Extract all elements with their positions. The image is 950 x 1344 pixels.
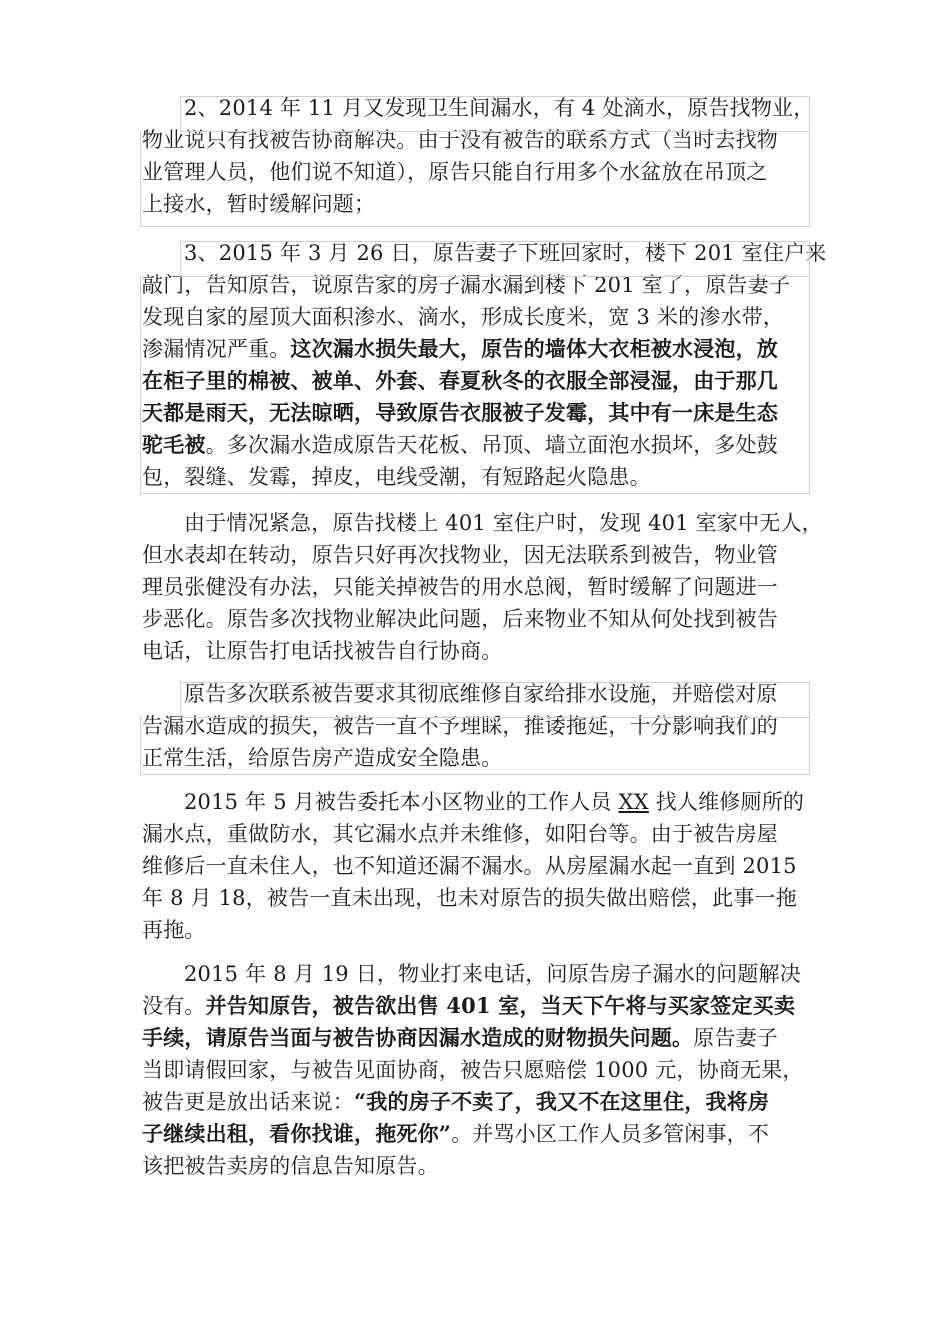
paragraph-line — [142, 1086, 822, 1118]
paragraph-line — [142, 269, 822, 301]
text-run: 2015 年 8 月 19 日，物业打来电话，问原告房子漏水的问题解决 — [184, 962, 801, 986]
paragraph-line — [142, 914, 822, 946]
text-run: 年 8 月 18，被告一直未出现，也未对原告的损失做出赔偿，此事一拖 — [142, 886, 797, 910]
bold-text-run: 在柜子里的棉被、被单、外套、春夏秋冬的衣服全部浸湿，由于那几 — [142, 368, 778, 393]
bold-text-run: 手续，请原告当面与被告协商因漏水造成的财物损失问题。 — [142, 1025, 694, 1050]
text-run: 包，裂缝、发霉，掉皮，电线受潮，有短路起火隐患。 — [142, 465, 651, 489]
paragraph-line — [142, 818, 822, 850]
text-run: 。多次漏水造成原告天花板、吊顶、墙立面泡水损坏，多处鼓 — [205, 433, 779, 457]
paragraph-line — [142, 786, 822, 818]
paragraph-line — [142, 507, 822, 539]
paragraph-line — [142, 990, 822, 1022]
text-run: 3、2015 年 3 月 26 日，原告妻子下班回家时，楼下 201 室住户来 — [184, 241, 827, 265]
paragraph-line — [142, 188, 822, 220]
text-run: 告漏水造成的损失，被告一直不予理睬，推诿拖延，十分影响我们的 — [142, 714, 778, 738]
paragraph-line — [142, 635, 822, 667]
text-run: 渗漏情况严重。 — [142, 337, 291, 361]
text-run: 该把被告卖房的信息告知原告。 — [142, 1154, 439, 1178]
paragraph-line — [142, 742, 822, 774]
paragraph-line — [142, 1054, 822, 1086]
paragraph-line — [142, 301, 822, 333]
bold-text-run: 这次漏水损失最大，原告的墙体大衣柜被水浸泡，放 — [290, 336, 779, 361]
text-run: 业管理人员，他们说不知道），原告只能自行用多个水盆放在吊顶之 — [142, 160, 768, 184]
paragraph-1 — [142, 92, 822, 220]
paragraph-2 — [142, 237, 827, 493]
paragraph-line — [142, 461, 822, 493]
bold-text-run: 驼毛被 — [142, 432, 206, 457]
paragraph-line — [142, 571, 822, 603]
text-run: 2、2014 年 11 月又发现卫生间漏水，有 4 处滴水，原告找物业， — [184, 96, 815, 120]
underlined-text-run: XX — [618, 790, 649, 814]
text-run: 维修后一直未住人，也不知道还漏不漏水。从房屋漏水起一直到 2015 — [142, 854, 797, 878]
paragraph-3 — [142, 507, 822, 667]
paragraph-line — [142, 539, 822, 571]
paragraph-line — [142, 92, 822, 124]
text-run: 敲门，告知原告，说原告家的房子漏水漏到楼下 201 室了，原告妻子 — [142, 273, 791, 297]
paragraph-5 — [142, 786, 822, 946]
text-run: 被告更是放出话来说： — [142, 1090, 354, 1114]
paragraph-line — [142, 429, 822, 461]
text-run: 没有。 — [142, 994, 206, 1018]
paragraph-line — [142, 365, 822, 397]
paragraph-line — [142, 850, 822, 882]
paragraph-line — [142, 882, 822, 914]
text-run: 原告多次联系被告要求其彻底维修自家给排水设施，并赔偿对原 — [184, 682, 778, 706]
text-run: 但水表却在转动，原告只好再次找物业，因无法联系到被告，物业管 — [142, 543, 778, 567]
paragraph-line — [142, 958, 822, 990]
bold-text-run: 并告知原告，被告欲出售 401 室，当天下午将与买家签定买卖 — [205, 993, 796, 1018]
bold-text-run: 子继续出租，看你找谁，拖死你” — [142, 1121, 452, 1146]
paragraph-line — [142, 333, 822, 365]
paragraph-line — [142, 1150, 822, 1182]
bold-text-run: 天都是雨天，无法晾晒，导致原告衣服被子发霉，其中有一床是生态 — [142, 400, 778, 425]
paragraph-line — [142, 237, 827, 269]
paragraph-line — [142, 1118, 822, 1150]
text-run: 2015 年 5 月被告委托本小区物业的工作人员 — [184, 790, 619, 814]
paragraph-line — [142, 678, 822, 710]
text-run: 步恶化。原告多次找物业解决此问题，后来物业不知从何处找到被告 — [142, 607, 778, 631]
paragraph-line — [142, 156, 822, 188]
paragraph-line — [142, 397, 822, 429]
paragraph-6 — [142, 958, 822, 1182]
text-run: 发现自家的屋顶大面积渗水、滴水，形成长度米，宽 3 米的渗水带， — [142, 305, 785, 329]
text-run: 由于情况紧急，原告找楼上 401 室住户时，发现 401 室家中无人， — [184, 511, 823, 535]
text-run: 上接水，暂时缓解问题； — [142, 192, 376, 216]
text-run: 当即请假回家，与被告见面协商，被告只愿赔偿 1000 元，协商无果， — [142, 1058, 804, 1082]
text-run: 理员张健没有办法，只能关掉被告的用水总阀，暂时缓解了问题进一 — [142, 575, 778, 599]
text-run: 再拖。 — [142, 918, 206, 942]
text-run: 正常生活，给原告房产造成安全隐患。 — [142, 746, 503, 770]
text-run: 。并骂小区工作人员多管闲事，不 — [451, 1122, 770, 1146]
bold-text-run: “我的房子不卖了，我又不在这里住，我将房 — [354, 1089, 770, 1114]
text-run: 电话，让原告打电话找被告自行协商。 — [142, 639, 503, 663]
text-run: 漏水点，重做防水，其它漏水点并未维修，如阳台等。由于被告房屋 — [142, 822, 778, 846]
paragraph-line — [142, 710, 822, 742]
text-run: 原告妻子 — [693, 1026, 779, 1050]
paragraph-line — [142, 124, 822, 156]
text-run: 物业说只有找被告协商解决。由于没有被告的联系方式（当时去找物 — [142, 128, 778, 152]
paragraph-4 — [142, 678, 822, 774]
paragraph-line — [142, 603, 822, 635]
paragraph-line — [142, 1022, 822, 1054]
text-run: 找人维修厕所的 — [648, 790, 805, 814]
